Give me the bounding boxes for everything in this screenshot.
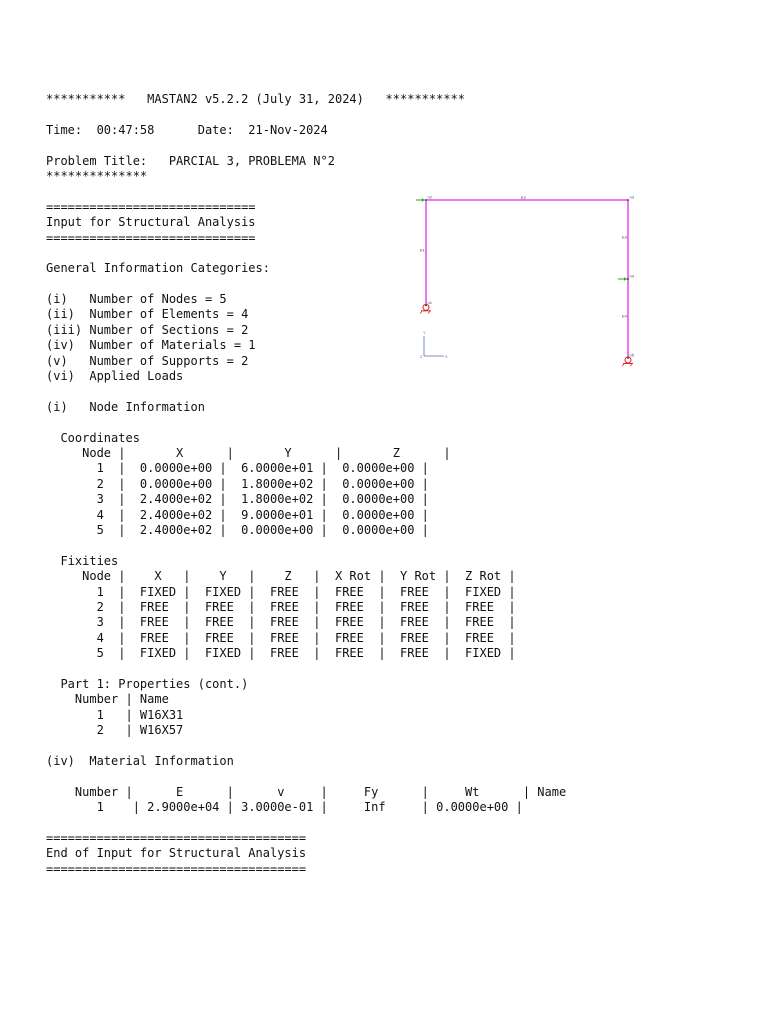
blank-line <box>46 738 566 753</box>
general-info-item: (vi) Applied Loads <box>46 369 184 384</box>
z-axis-label: Z <box>420 354 423 359</box>
end-rule-top: ==================================== <box>46 830 307 845</box>
input-rule-bottom: ============================= <box>46 230 256 245</box>
properties-row: 2 | W16X57 <box>46 723 184 738</box>
fixities-row: 4 | FREE | FREE | FREE | FREE | FREE | FREE | <box>46 630 516 645</box>
input-section-title: Input for Structural Analysis <box>46 215 256 230</box>
support-hatch <box>622 364 624 366</box>
properties-header: Number | Name <box>46 692 169 707</box>
blank-line <box>46 538 566 553</box>
properties-row: 1 | W16X31 <box>46 707 184 722</box>
end-section-title: End of Input for Structural Analysis <box>46 846 307 861</box>
coordinates-row: 2 | 0.0000e+00 | 1.8000e+02 | 0.0000e+00 | <box>46 476 429 491</box>
end-rule-bottom: ==================================== <box>46 861 307 876</box>
blank-line <box>46 384 566 399</box>
node-label: n3 <box>629 194 634 200</box>
material-header: Number | E | v | Fy | Wt | Name <box>46 784 567 799</box>
node-marker <box>627 278 629 280</box>
input-rule-top: ============================= <box>46 199 256 214</box>
properties-title: Part 1: Properties (cont.) <box>46 676 249 691</box>
material-title: (iv) Material Information <box>46 753 234 768</box>
fixities-row: 1 | FIXED | FIXED | FREE | FREE | FREE | FIXED | <box>46 584 516 599</box>
coordinates-row: 3 | 2.4000e+02 | 1.8000e+02 | 0.0000e+00 | <box>46 492 429 507</box>
problem-title: Problem Title: PARCIAL 3, PROBLEMA N°2 <box>46 153 335 168</box>
structure-view <box>414 190 640 368</box>
blank-line <box>46 138 566 153</box>
general-info-item: (i) Number of Nodes = 5 <box>46 292 227 307</box>
blank-line <box>46 815 566 830</box>
support-hatch <box>420 311 422 313</box>
element-label: E4 <box>622 313 627 319</box>
fixities-row: 2 | FREE | FREE | FREE | FREE | FREE | FREE | <box>46 599 516 614</box>
element-label: E1 <box>420 247 425 253</box>
support-hatch <box>630 364 632 366</box>
program-banner: *********** MASTAN2 v5.2.2 (July 31, 2024) *********** <box>46 92 466 106</box>
support-hatch <box>428 311 430 313</box>
blank-line <box>46 107 566 122</box>
blank-line <box>46 769 566 784</box>
node-label: n5 <box>629 352 634 358</box>
coordinates-header: Node | X | Y | Z | <box>46 445 451 460</box>
fixities-header: Node | X | Y | Z | X Rot | Y Rot | Z Rot | <box>46 569 516 584</box>
node-marker <box>425 199 427 201</box>
element-label: E2 <box>521 195 526 200</box>
coordinates-row: 4 | 2.4000e+02 | 9.0000e+01 | 0.0000e+00 | <box>46 507 429 522</box>
fixities-row: 3 | FREE | FREE | FREE | FREE | FREE | FREE | <box>46 615 516 630</box>
fixities-title: Fixities <box>46 553 119 568</box>
fixities-row: 5 | FIXED | FIXED | FREE | FREE | FREE | FIXED | <box>46 646 516 661</box>
x-axis-label: X <box>445 354 448 359</box>
blank-line <box>46 661 566 676</box>
node-label: n4 <box>629 273 634 279</box>
material-row: 1 | 2.9000e+04 | 3.0000e-01 | Inf | 0.0000e+00 | <box>46 799 523 814</box>
blank-line <box>46 415 566 430</box>
coordinates-row: 1 | 0.0000e+00 | 6.0000e+01 | 0.0000e+00 | <box>46 461 429 476</box>
node-info-title: (i) Node Information <box>46 399 205 414</box>
node-marker <box>627 199 629 201</box>
y-axis-label: Y <box>423 330 426 335</box>
general-info-item: (iii) Number of Sections = 2 <box>46 322 249 337</box>
general-info-item: (v) Number of Supports = 2 <box>46 353 249 368</box>
stars-divider: ************** <box>46 168 148 183</box>
general-info-title: General Information Categories: <box>46 261 270 276</box>
general-info-item: (iv) Number of Materials = 1 <box>46 338 256 353</box>
coordinates-row: 5 | 2.4000e+02 | 0.0000e+00 | 0.0000e+00 | <box>46 522 429 537</box>
coordinates-title: Coordinates <box>46 430 140 445</box>
timestamp: Time: 00:47:58 Date: 21-Nov-2024 <box>46 122 328 137</box>
load-arrowhead <box>624 277 627 281</box>
node-label: n1 <box>427 299 432 305</box>
element-label: E3 <box>622 234 627 240</box>
load-arrowhead <box>422 198 425 202</box>
general-info-item: (ii) Number of Elements = 4 <box>46 307 249 322</box>
node-label: n2 <box>427 194 432 200</box>
